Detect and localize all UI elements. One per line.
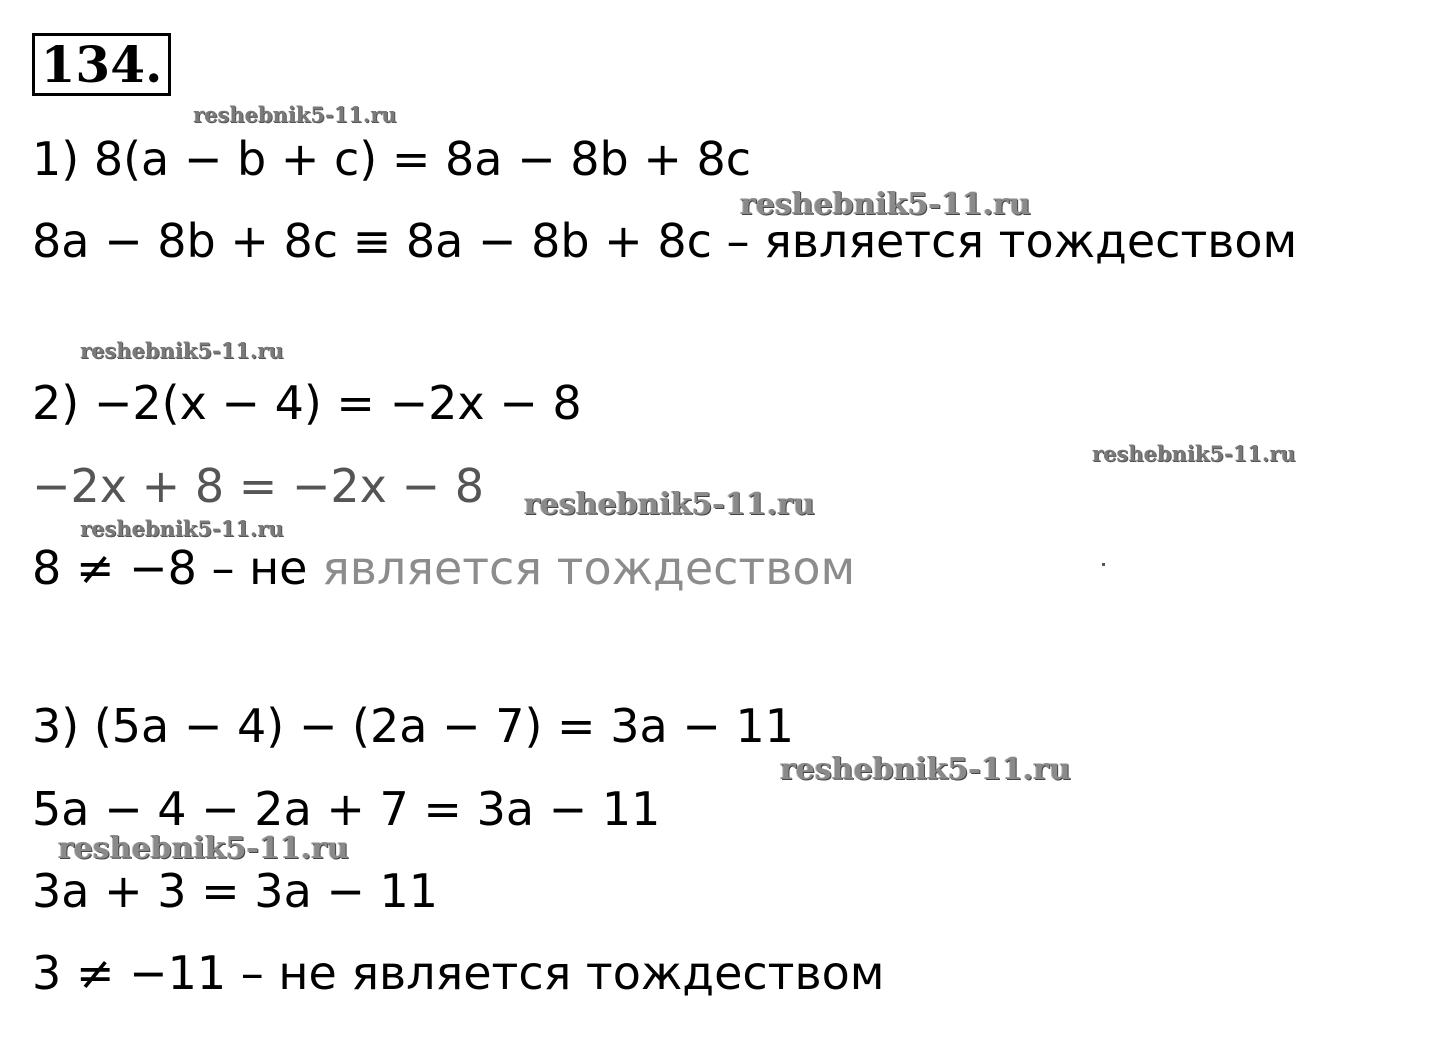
part1-line1: 1) 8(a − b + c) = 8a − 8b + 8c: [32, 132, 752, 186]
part3-line2: 5a − 4 − 2a + 7 = 3a − 11: [32, 782, 661, 836]
part2-line2: −2x + 8 = −2x − 8: [32, 459, 484, 513]
watermark: reshebnik5-11.ru: [80, 516, 284, 541]
watermark: reshebnik5-11.ru: [1092, 441, 1296, 466]
part3-line3: 3a + 3 = 3a − 11: [32, 864, 439, 918]
part2-line3-faded: является тождеством: [307, 541, 856, 595]
part2-line3: [32, 541, 856, 595]
part1-line2: 8a − 8b + 8c ≡ 8a − 8b + 8c – является тождеством: [32, 214, 1298, 268]
watermark: reshebnik5-11.ru: [740, 187, 1031, 222]
watermark: reshebnik5-11.ru: [193, 102, 397, 127]
watermark: reshebnik5-11.ru: [58, 831, 349, 866]
part3-line4: 3 ≠ −11 – не является тождеством: [32, 946, 885, 1000]
watermark: reshebnik5-11.ru: [80, 338, 284, 363]
part2-line1: 2) −2(x − 4) = −2x − 8: [32, 376, 582, 430]
part3-line1: 3) (5a − 4) − (2a − 7) = 3a − 11: [32, 699, 794, 753]
watermark: reshebnik5-11.ru: [524, 487, 815, 522]
watermark: reshebnik5-11.ru: [780, 752, 1071, 787]
problem-number: 134.: [32, 33, 171, 96]
part2-line3-main: 8 ≠ −8 – не: [32, 541, 308, 595]
stray-dot: [1102, 563, 1105, 566]
